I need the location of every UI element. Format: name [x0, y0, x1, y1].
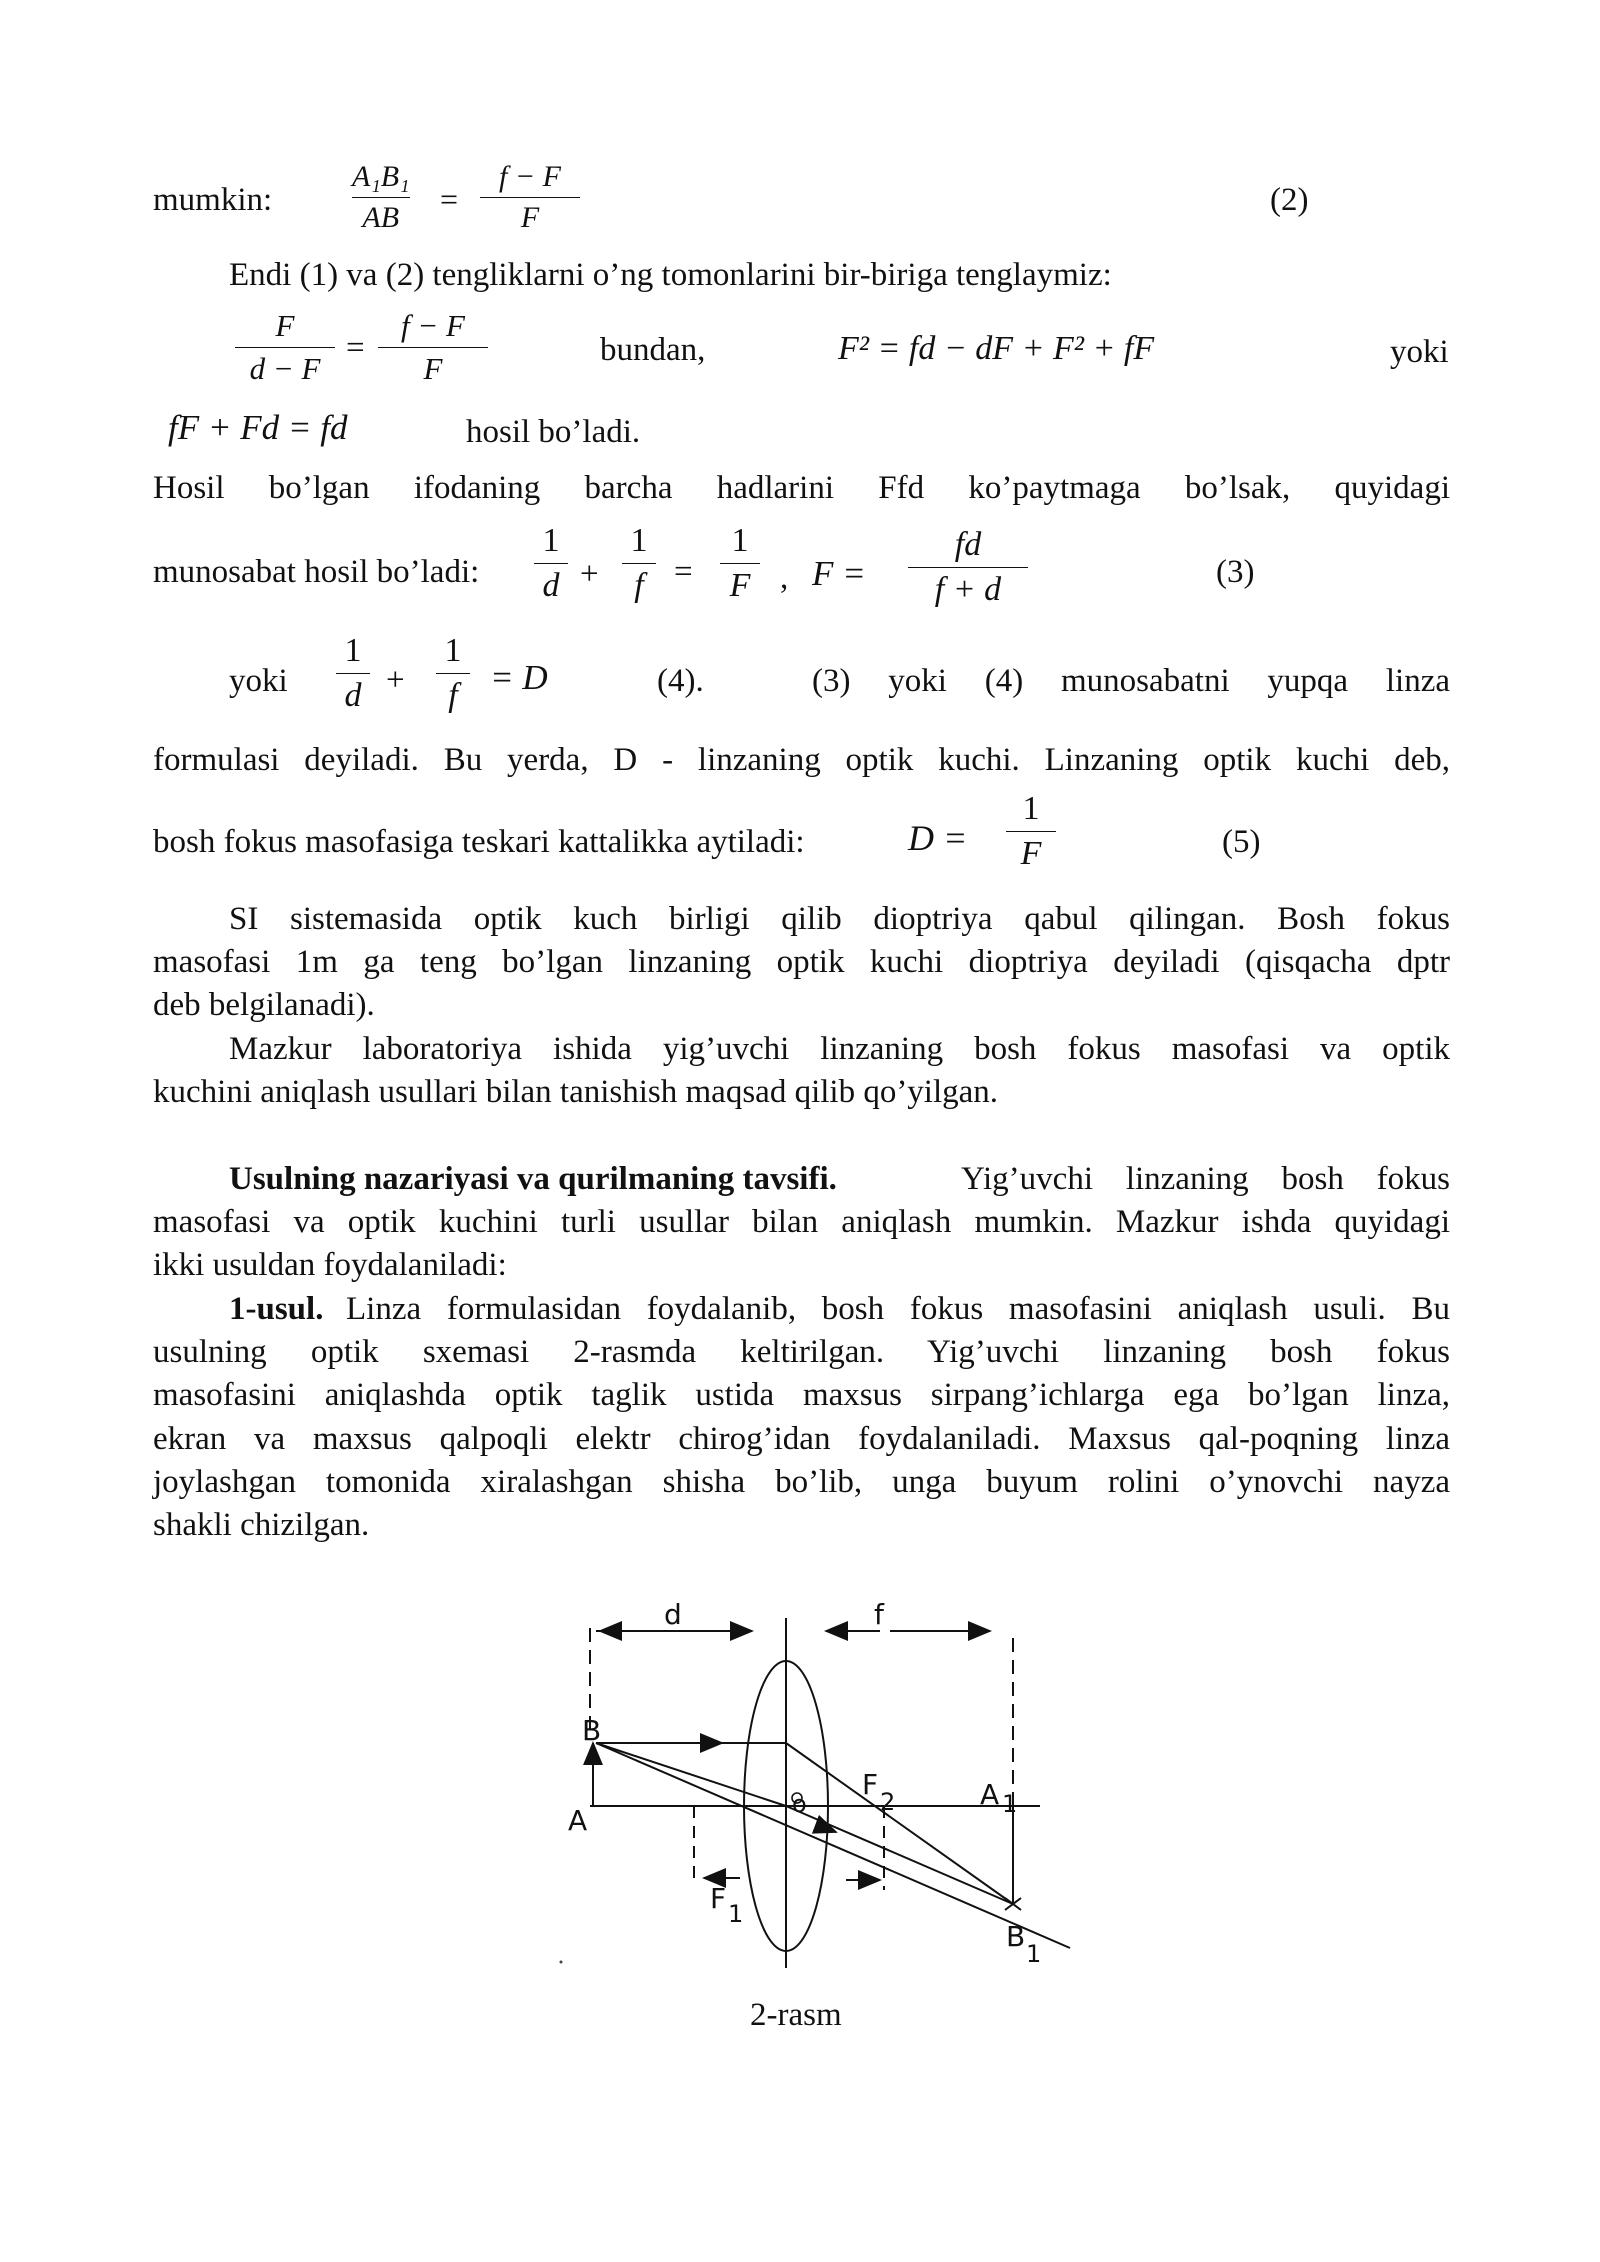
text-endi: Endi (1) va (2) tengliklarni o’ng tomonlarini bir-biriga tenglaymiz:	[229, 257, 1112, 293]
label-F1: F	[710, 1882, 727, 1915]
eq5-fraction: 1 F	[1006, 790, 1056, 873]
para-si-line-1: SI sistemasida optik kuch birligi qilib dioptriya qabul qilingan. Bosh fokus	[229, 901, 1450, 937]
label-d: d	[664, 1598, 682, 1631]
eq2-right-numerator: f − F	[499, 160, 561, 193]
eq2-right-denominator: F	[520, 201, 540, 234]
eq3-comma: ,	[780, 560, 789, 596]
text-hosil-bolgan: Hosil bo’lgan ifodaning barcha hadlarini Ffd ko’paytmaga bo’lsak, quyidagi	[153, 470, 1450, 506]
eq3-frac-f: 1 f	[622, 522, 656, 605]
eq3-frac-d: 1 d	[534, 522, 568, 605]
heading-usulning-nazariyasi: Usulning nazariyasi va qurilmaning tavsifi.	[229, 1161, 837, 1197]
eqb-expression: F² = fd − dF + F² + fF	[838, 330, 1155, 367]
eq2-number: (2)	[1270, 182, 1309, 218]
para-lab-line-1: Mazkur laboratoriya ishida yig’uvchi linzaning bosh fokus masofasi va optik	[229, 1031, 1450, 1067]
label-F2-subscript: 2	[880, 1788, 896, 1816]
text-yupqa-linza: (3) yoki (4) munosabatni yupqa linza	[812, 663, 1450, 699]
eq3-frac-F: 1 F	[720, 522, 760, 605]
label-A: A	[568, 1804, 588, 1837]
text-yoki-1: yoki	[1390, 334, 1449, 370]
eq3-rhs-fraction: fd f + d	[908, 526, 1028, 609]
para-method-line-3: masofasini aniqlashda optik taglik ustida maxsus sirpang’ichlarga ega bo’lgan linza,	[153, 1377, 1450, 1413]
label-A1-subscript: 1	[1002, 1790, 1018, 1818]
eq4-plus: +	[386, 662, 405, 698]
para-theory-line-1: Yig’uvchi linzaning bosh fokus	[961, 1161, 1450, 1197]
label-A1: A	[980, 1778, 1000, 1811]
eq3-F-label: F =	[812, 554, 866, 593]
para-method-line-2: usulning optik sxemasi 2-rasmda keltirilgan. Yig’uvchi linzaning bosh fokus	[153, 1334, 1450, 1370]
eq5-number: (5)	[1222, 824, 1261, 860]
text-formulasi: formulasi deyiladi. Bu yerda, D - linzaning optik kuchi. Linzaning optik kuchi deb,	[153, 742, 1450, 778]
para-theory-line-2: masofasi va optik kuchini turli usullar bilan aniqlash mumkin. Mazkur ishda quyidagi	[153, 1204, 1450, 1240]
text-yoki-2: yoki	[229, 663, 288, 699]
label-B: B	[582, 1714, 602, 1747]
eq4-frac-d: 1 d	[336, 632, 370, 715]
heading-1-usul: 1-usul.	[229, 1291, 324, 1327]
text-munosabat: munosabat hosil bo’ladi:	[153, 554, 480, 590]
eq2-left-fraction	[352, 160, 410, 235]
para-method-line-5: joylashgan tomonida xiralashgan shisha bo’lib, unga buyum rolini o’ynovchi nayza	[153, 1464, 1450, 1500]
para-method-line-6: shakli chizilgan.	[153, 1507, 370, 1543]
para-theory-line-3: ikki usuldan foydalaniladi:	[153, 1247, 507, 1283]
stray-dot	[560, 1961, 563, 1964]
text-hosil-boladi: hosil bo’ladi.	[466, 414, 641, 450]
label-f: f	[874, 1598, 884, 1631]
eq4-frac-f: 1 f	[436, 632, 470, 715]
eq2-numerator: A₁B₁	[352, 160, 410, 193]
para-si-line-3: deb belgilanadi).	[153, 987, 375, 1023]
eq3-number: (3)	[1216, 554, 1255, 590]
para-method-line-4: ekran va maxsus qalpoqli elektr chirog’idan foydalaniladi. Maxsus qal-poqning linza	[153, 1421, 1450, 1457]
ray-F1-a	[596, 1743, 786, 1806]
eqa-left-fraction: F d − F	[235, 308, 335, 387]
text-mumkin: mumkin:	[153, 182, 273, 218]
ray-center	[596, 1743, 1070, 1948]
eqa-right-fraction: f − F F	[378, 308, 488, 387]
eq4-number: (4).	[657, 663, 704, 699]
para-lab-line-2: kuchini aniqlash usullari bilan tanishish maqsad qilib qo’yilgan.	[153, 1074, 999, 1110]
ray-refracted	[786, 1743, 1013, 1904]
eqc-expression: fF + Fd = fd	[168, 408, 348, 447]
eq2-right-fraction	[480, 160, 580, 235]
eq5-lhs: D =	[908, 818, 968, 858]
eq2-equals: =	[440, 181, 459, 217]
eqa-equals: =	[346, 330, 365, 366]
text-bosh-fokus: bosh fokus masofasiga teskari kattalikka aytiladi:	[153, 824, 805, 860]
eq3-equals: =	[674, 554, 693, 590]
label-F1-subscript: 1	[728, 1900, 744, 1928]
text-bundan: bundan,	[600, 332, 706, 368]
eq3-plus: +	[580, 556, 599, 592]
lens-ray-diagram	[540, 1580, 1100, 1980]
para-method-line-1: Linza formulasidan foydalanib, bosh fokus masofasini aniqlash usuli. Bu	[346, 1291, 1450, 1327]
eq4-rhs: = D	[490, 658, 548, 697]
figure-caption: 2-rasm	[750, 1997, 842, 2033]
eq2-denominator: AB	[362, 201, 400, 234]
label-B1-subscript: 1	[1026, 1940, 1042, 1968]
label-F2: F	[862, 1768, 879, 1801]
para-si-line-2: masofasi 1m ga teng bo’lgan linzaning optik kuchi dioptriya deyiladi (qisqacha dptr	[153, 944, 1450, 980]
label-O: o	[792, 1790, 807, 1818]
label-B1: B	[1006, 1920, 1026, 1953]
